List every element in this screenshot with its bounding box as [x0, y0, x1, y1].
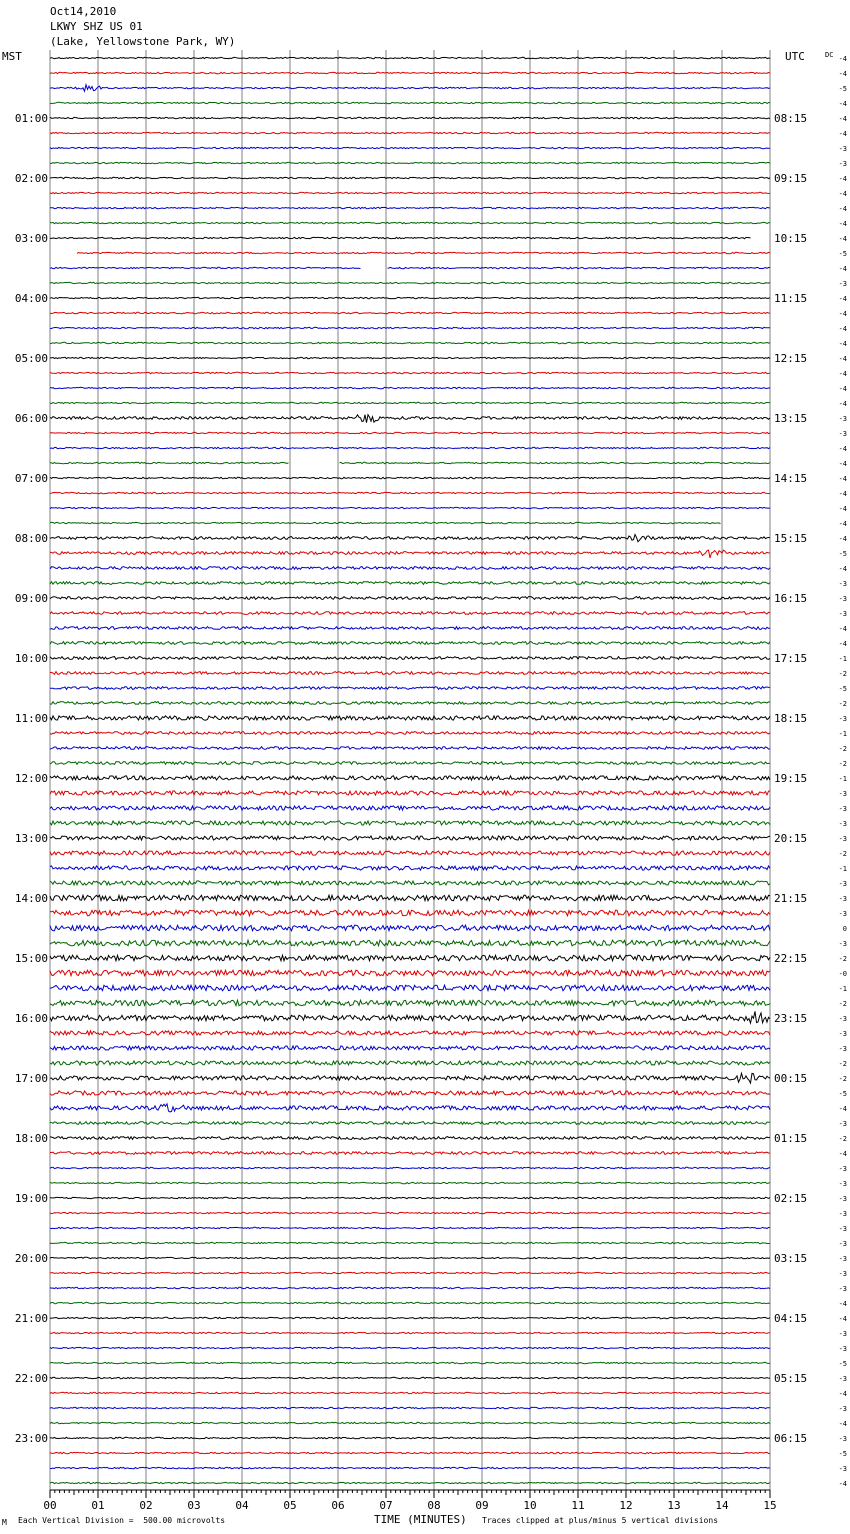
dc-offset-label: -4: [838, 1150, 847, 1158]
dc-offset-label: -4: [838, 235, 847, 243]
trace-row: [50, 535, 770, 542]
left-hour-label: 22:00: [14, 1372, 48, 1385]
dc-offset-label: -4: [838, 130, 847, 138]
dc-offset-label: -3: [838, 1405, 847, 1413]
right-hour-label: 22:15: [774, 952, 808, 965]
trace-row: [50, 970, 770, 976]
dc-offset-label: -3: [838, 1345, 847, 1353]
right-hour-label: 13:15: [774, 412, 808, 425]
clip-note: Traces clipped at plus/minus 5 vertical divisions: [482, 1516, 719, 1525]
left-hour-label: 13:00: [14, 832, 48, 845]
dc-offset-label: -3: [838, 610, 847, 618]
trace-row: [50, 732, 770, 735]
trace-row: [50, 1011, 770, 1023]
trace-row: [50, 821, 770, 825]
trace-row: [50, 1377, 770, 1378]
header-station: LKWY SHZ US 01: [50, 20, 143, 33]
trace-row: [50, 237, 751, 238]
dc-offset-label: -2: [838, 745, 847, 753]
trace-row: [50, 747, 770, 750]
dc-offset-label: -4: [838, 520, 847, 528]
trace-row: [50, 550, 770, 558]
trace-row: [50, 372, 770, 373]
trace-row: [50, 1091, 770, 1095]
dc-header-label: DC: [825, 51, 834, 59]
right-hour-label: 06:15: [774, 1432, 808, 1445]
trace-row: [50, 1122, 770, 1125]
trace-row: [50, 447, 770, 448]
dc-offset-label: -4: [838, 505, 847, 513]
dc-offset-label: -4: [838, 295, 847, 303]
dc-offset-label: -4: [838, 625, 847, 633]
right-hour-label: 04:15: [774, 1312, 808, 1325]
trace-row: [50, 955, 770, 961]
right-hour-label: 09:15: [774, 172, 808, 185]
trace-row: [50, 806, 770, 810]
corner-mark: M: [2, 1518, 7, 1527]
trace-row: [77, 252, 770, 253]
trace-row: [50, 147, 770, 148]
left-hour-label: 21:00: [14, 1312, 48, 1325]
dc-offset-label: -3: [838, 595, 847, 603]
trace-row: [50, 1317, 770, 1318]
trace-row: [50, 1407, 770, 1408]
trace-row: [50, 866, 770, 870]
dc-offset-label: -4: [838, 1480, 847, 1488]
dc-offset-label: -3: [838, 1465, 847, 1473]
trace-row: [50, 222, 770, 223]
dc-offset-label: -3: [838, 1165, 847, 1173]
dc-offset-label: -3: [838, 1120, 847, 1128]
left-hour-label: 14:00: [14, 892, 48, 905]
dc-offset-label: -4: [838, 1300, 847, 1308]
trace-row: [50, 312, 770, 313]
dc-offset-label: -2: [838, 670, 847, 678]
dc-offset-label: -4: [838, 565, 847, 573]
dc-offset-label: -1: [838, 775, 847, 783]
left-hour-label: 02:00: [14, 172, 48, 185]
x-tick-label: 05: [283, 1499, 297, 1512]
trace-row: [50, 1197, 770, 1198]
trace-row: [50, 1227, 770, 1228]
trace-row: [50, 1242, 770, 1243]
trace-row: [50, 1046, 770, 1050]
dc-offset-label: -3: [838, 790, 847, 798]
left-hour-label: 11:00: [14, 712, 48, 725]
trace-row: [50, 1257, 770, 1258]
dc-offset-label: -2: [838, 700, 847, 708]
trace-row: [50, 1167, 770, 1168]
right-hour-label: 08:15: [774, 112, 808, 125]
x-tick-label: 11: [571, 1499, 585, 1512]
trace-row: [50, 1467, 770, 1468]
left-hour-label: 12:00: [14, 772, 48, 785]
trace-row: [50, 477, 770, 478]
dc-offset-label: -3: [838, 1270, 847, 1278]
x-tick-label: 08: [427, 1499, 441, 1512]
dc-offset-label: -4: [838, 1105, 847, 1113]
trace-row: [50, 702, 770, 705]
dc-offset-label: -4: [838, 490, 847, 498]
dc-offset-label: -2: [838, 850, 847, 858]
dc-offset-label: -4: [838, 535, 847, 543]
dc-offset-label: -3: [838, 430, 847, 438]
trace-row: [50, 72, 770, 73]
left-hour-label: 09:00: [14, 592, 48, 605]
trace-row: [50, 1362, 770, 1363]
dc-offset-label: -5: [838, 1360, 847, 1368]
left-hour-label: 23:00: [14, 1432, 48, 1445]
scale-note: Each Vertical Division = 500.00 microvolts: [18, 1516, 226, 1525]
trace-row: [50, 102, 770, 103]
trace-row: [50, 507, 770, 508]
dc-offset-label: -2: [838, 1075, 847, 1083]
trace-row: [50, 716, 770, 720]
dc-offset-label: -4: [838, 1420, 847, 1428]
dc-offset-label: -4: [838, 190, 847, 198]
left-hour-label: 17:00: [14, 1072, 48, 1085]
dc-offset-label: -3: [838, 835, 847, 843]
trace-row: [50, 910, 770, 916]
dc-offset-label: -1: [838, 655, 847, 663]
trace-row: [50, 462, 770, 463]
right-hour-label: 00:15: [774, 1072, 808, 1085]
dc-offset-label: -1: [838, 985, 847, 993]
x-axis-title: TIME (MINUTES): [374, 1513, 467, 1526]
dc-offset-label: -3: [838, 805, 847, 813]
trace-row: [50, 1137, 770, 1140]
dc-offset-label: -2: [838, 760, 847, 768]
dc-offset-label: -4: [838, 265, 847, 273]
dc-offset-label: -3: [838, 1330, 847, 1338]
dc-offset-label: -5: [838, 1450, 847, 1458]
dc-offset-label: -5: [838, 550, 847, 558]
dc-offset-label: -1: [838, 730, 847, 738]
dc-offset-label: -4: [838, 355, 847, 363]
right-hour-label: 15:15: [774, 532, 808, 545]
trace-row: [50, 895, 770, 901]
dc-offset-label: -4: [838, 1390, 847, 1398]
left-hour-label: 06:00: [14, 412, 48, 425]
x-tick-label: 01: [91, 1499, 105, 1512]
trace-row: [50, 597, 770, 600]
right-hour-label: 12:15: [774, 352, 808, 365]
dc-offset-label: -4: [838, 400, 847, 408]
dc-offset-label: -4: [838, 370, 847, 378]
dc-offset-label: -4: [838, 310, 847, 318]
dc-offset-label: -3: [838, 1210, 847, 1218]
trace-row: [50, 1482, 770, 1483]
right-hour-label: 19:15: [774, 772, 808, 785]
trace-row: [50, 117, 770, 118]
left-hour-label: 03:00: [14, 232, 48, 245]
trace-row: [50, 1347, 770, 1348]
trace-row: [50, 387, 770, 388]
trace-row: [50, 687, 770, 690]
left-hour-label: 01:00: [14, 112, 48, 125]
right-hour-label: 14:15: [774, 472, 808, 485]
trace-row: [50, 1000, 770, 1006]
x-tick-label: 15: [763, 1499, 777, 1512]
x-tick-label: 07: [379, 1499, 393, 1512]
x-tick-label: 12: [619, 1499, 633, 1512]
dc-offset-label: -4: [838, 385, 847, 393]
x-tick-label: 09: [475, 1499, 489, 1512]
x-tick-label: 13: [667, 1499, 681, 1512]
left-hour-label: 10:00: [14, 652, 48, 665]
dc-offset-label: -4: [838, 205, 847, 213]
x-tick-label: 02: [139, 1499, 153, 1512]
dc-offset-label: -3: [838, 160, 847, 168]
trace-row: [50, 1422, 770, 1423]
trace-row: [50, 432, 770, 433]
right-hour-label: 01:15: [774, 1132, 808, 1145]
trace-row: [50, 177, 770, 178]
dc-offset-label: -3: [838, 880, 847, 888]
dc-offset-label: -2: [838, 1000, 847, 1008]
dc-offset-label: -4: [838, 340, 847, 348]
dc-offset-label: -3: [838, 1030, 847, 1038]
trace-row: [50, 657, 770, 660]
trace-row: [50, 1152, 770, 1155]
right-hour-label: 23:15: [774, 1012, 808, 1025]
left-hour-label: 16:00: [14, 1012, 48, 1025]
dc-offset-label: -4: [838, 55, 847, 63]
trace-row: [50, 925, 770, 931]
trace-row: [50, 627, 770, 630]
dc-offset-label: -3: [838, 145, 847, 153]
x-tick-label: 04: [235, 1499, 249, 1512]
dc-offset-label: -4: [838, 100, 847, 108]
trace-row: [50, 357, 770, 358]
dc-offset-label: -3: [838, 895, 847, 903]
left-hour-label: 04:00: [14, 292, 48, 305]
trace-row: [50, 267, 770, 268]
left-hour-label: 08:00: [14, 532, 48, 545]
dc-offset-label: -3: [838, 280, 847, 288]
trace-row: [50, 57, 770, 58]
dc-offset-label: 0: [842, 925, 847, 933]
x-tick-label: 00: [43, 1499, 57, 1512]
right-hour-label: 21:15: [774, 892, 808, 905]
left-hour-label: 20:00: [14, 1252, 48, 1265]
dc-offset-label: -4: [838, 175, 847, 183]
right-hour-label: 10:15: [774, 232, 808, 245]
trace-row: [50, 1332, 770, 1333]
left-hour-label: 07:00: [14, 472, 48, 485]
trace-row: [50, 1437, 770, 1438]
x-tick-label: 10: [523, 1499, 537, 1512]
dc-offset-label: -4: [838, 445, 847, 453]
trace-row: [50, 1182, 770, 1183]
dc-offset-label: -4: [838, 460, 847, 468]
left-hour-label: 05:00: [14, 352, 48, 365]
trace-row: [50, 672, 770, 675]
trace-row: [50, 522, 721, 523]
dc-offset-label: -2: [838, 955, 847, 963]
dc-offset-label: -3: [838, 940, 847, 948]
trace-row: [50, 582, 770, 585]
trace-row: [50, 1272, 770, 1273]
trace-row: [50, 297, 770, 298]
dc-offset-label: -4: [838, 475, 847, 483]
trace-row: [50, 162, 770, 163]
dc-offset-label: -3: [838, 1195, 847, 1203]
header-date: Oct14,2010: [50, 5, 117, 18]
trace-row: [50, 985, 770, 991]
trace-row: [50, 940, 770, 946]
trace-row: [50, 1073, 770, 1083]
dc-offset-label: -3: [838, 715, 847, 723]
trace-row: [50, 192, 770, 193]
right-hour-label: 20:15: [774, 832, 808, 845]
trace-row: [50, 207, 770, 208]
dc-offset-label: -3: [838, 1240, 847, 1248]
dc-offset-label: -4: [838, 70, 847, 78]
dc-offset-label: -3: [838, 415, 847, 423]
dc-offset-label: -0: [838, 970, 847, 978]
dc-offset-label: -4: [838, 115, 847, 123]
dc-offset-label: -3: [838, 1015, 847, 1023]
dc-offset-label: -3: [838, 910, 847, 918]
dc-offset-label: -3: [838, 1435, 847, 1443]
dc-offset-label: -5: [838, 250, 847, 258]
right-hour-label: 02:15: [774, 1192, 808, 1205]
right-hour-label: 03:15: [774, 1252, 808, 1265]
trace-row: [50, 567, 770, 570]
trace-row: [50, 492, 770, 493]
trace-row: [50, 1392, 770, 1393]
right-timezone-label: UTC: [785, 50, 805, 63]
trace-row: [50, 881, 770, 885]
trace-row: [50, 776, 770, 780]
header-location: (Lake, Yellowstone Park, WY): [50, 35, 236, 48]
trace-row: [50, 1212, 770, 1213]
x-tick-label: 14: [715, 1499, 729, 1512]
trace-row: [50, 851, 770, 855]
trace-row: [50, 85, 770, 92]
right-hour-label: 05:15: [774, 1372, 808, 1385]
dc-offset-label: -3: [838, 1375, 847, 1383]
dc-offset-label: -5: [838, 85, 847, 93]
dc-offset-label: -4: [838, 220, 847, 228]
dc-offset-label: -2: [838, 1135, 847, 1143]
trace-row: [50, 342, 770, 343]
trace-row: [50, 1452, 770, 1453]
right-hour-label: 16:15: [774, 592, 808, 605]
x-tick-label: 03: [187, 1499, 201, 1512]
dc-offset-label: -5: [838, 1090, 847, 1098]
dc-offset-label: -3: [838, 1225, 847, 1233]
dc-offset-label: -4: [838, 1315, 847, 1323]
trace-row: [50, 1302, 770, 1303]
trace-row: [50, 762, 770, 765]
left-hour-label: 19:00: [14, 1192, 48, 1205]
trace-row: [50, 1061, 770, 1065]
dc-offset-label: -3: [838, 1045, 847, 1053]
left-hour-label: 15:00: [14, 952, 48, 965]
x-tick-label: 06: [331, 1499, 345, 1512]
right-hour-label: 18:15: [774, 712, 808, 725]
right-hour-label: 11:15: [774, 292, 808, 305]
trace-row: [50, 1287, 770, 1288]
dc-offset-label: -3: [838, 1180, 847, 1188]
trace-row: [50, 132, 770, 133]
left-timezone-label: MST: [2, 50, 22, 63]
trace-row: [50, 612, 770, 615]
dc-offset-label: -2: [838, 1060, 847, 1068]
trace-row: [50, 642, 770, 645]
dc-offset-label: -1: [838, 865, 847, 873]
right-hour-label: 17:15: [774, 652, 808, 665]
left-hour-label: 18:00: [14, 1132, 48, 1145]
trace-row: [50, 415, 770, 423]
dc-offset-label: -3: [838, 820, 847, 828]
trace-row: [50, 1104, 770, 1112]
dc-offset-label: -4: [838, 640, 847, 648]
dc-offset-label: -3: [838, 580, 847, 588]
trace-row: [50, 1031, 770, 1035]
trace-row: [50, 327, 770, 328]
dc-offset-label: -4: [838, 325, 847, 333]
dc-offset-label: -3: [838, 1285, 847, 1293]
dc-offset-label: -3: [838, 1255, 847, 1263]
trace-row: [50, 836, 770, 840]
trace-row: [50, 402, 770, 403]
dc-offset-label: -5: [838, 685, 847, 693]
trace-row: [50, 282, 770, 283]
trace-row: [50, 791, 770, 795]
